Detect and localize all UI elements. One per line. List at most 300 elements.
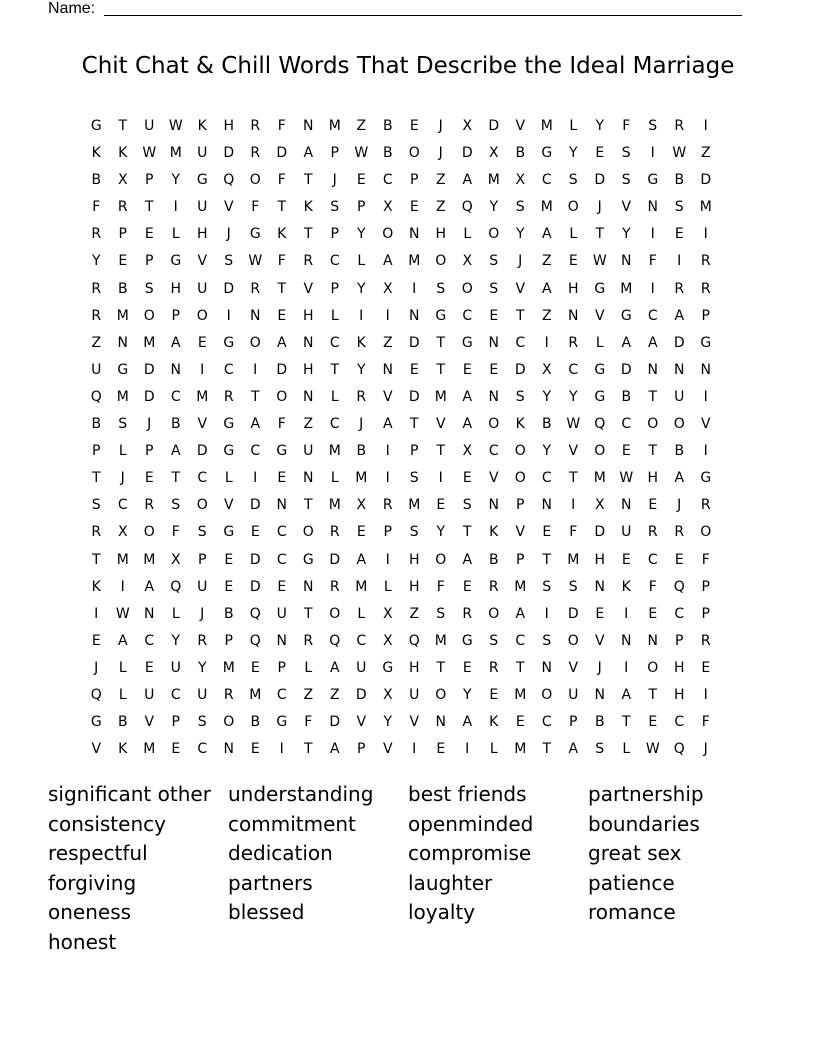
grid-letter: S [515,388,525,405]
grid-letter: A [621,686,632,703]
grid-letter: T [648,686,658,703]
grid-letter: V [700,416,711,433]
grid-letter: N [541,497,552,514]
grid-letter: R [356,388,367,405]
grid-letter: I [571,497,576,514]
grid-letter: Y [462,686,472,703]
grid-letter: E [277,470,287,487]
grid-letter: P [357,741,366,758]
grid-letter: S [621,145,631,162]
grid-letter: C [647,551,658,568]
word-list-item: best friends [408,782,527,806]
grid-letter: Y [171,172,181,189]
grid-letter: E [648,497,658,514]
grid-letter: Q [90,686,102,703]
grid-letter: C [674,605,685,622]
grid-letter: E [356,524,366,541]
grid-letter: G [223,443,235,460]
grid-letter: X [488,145,499,162]
grid-letter: Y [489,199,499,216]
grid-letter: I [385,551,390,568]
grid-letter: M [487,172,500,189]
grid-letter: T [436,659,446,676]
grid-letter: C [329,334,340,351]
grid-letter: T [436,361,446,378]
name-field[interactable] [48,0,742,18]
grid-letter: Q [408,632,420,649]
grid-letter: R [91,524,102,541]
grid-letter: U [621,524,632,541]
grid-letter: O [143,524,155,541]
grid-letter: P [701,605,710,622]
grid-letter: L [118,686,127,703]
grid-letter: E [277,307,287,324]
grid-letter: R [250,280,261,297]
grid-letter: M [143,741,156,758]
grid-letter: P [198,551,207,568]
grid-letter: M [249,686,262,703]
grid-letter: Z [700,145,711,162]
grid-letter: O [408,145,420,162]
grid-letter: C [541,714,552,731]
grid-letter: P [145,253,154,270]
grid-letter: X [382,686,393,703]
grid-letter: S [171,497,181,514]
grid-letter: J [332,172,337,189]
grid-letter: C [329,253,340,270]
grid-letter: F [701,551,710,568]
grid-letter: U [197,578,208,595]
grid-letter: X [462,118,473,134]
grid-letter: I [253,470,258,487]
grid-letter: R [303,253,314,270]
grid-letter: V [621,199,632,216]
grid-letter: N [223,741,234,758]
grid-letter: E [462,361,472,378]
grid-letter: Y [356,226,366,243]
grid-letter: M [434,388,447,405]
grid-letter: A [276,334,287,351]
grid-letter: O [594,443,606,460]
grid-letter: E [409,361,419,378]
grid-letter: E [356,172,366,189]
grid-letter: N [435,714,446,731]
grid-letter: E [489,361,499,378]
grid-letter: G [117,361,129,378]
grid-letter: F [277,172,286,189]
grid-letter: G [461,334,473,351]
grid-letter: P [330,226,339,243]
grid-letter: N [647,361,658,378]
word-list-item: partnership [588,782,704,806]
grid-letter: Q [170,578,182,595]
grid-letter: H [196,226,208,243]
grid-letter: C [276,551,287,568]
grid-letter: U [197,280,208,297]
grid-letter: N [276,632,287,649]
grid-letter: O [223,714,235,731]
grid-letter: F [436,578,445,595]
grid-letter: Z [382,334,393,351]
grid-letter: A [329,659,340,676]
grid-letter: A [462,714,473,731]
grid-letter: R [382,497,393,514]
grid-letter: B [594,714,605,731]
grid-letter: H [673,686,685,703]
grid-letter: F [277,118,286,134]
grid-letter: L [595,334,604,351]
grid-letter: N [674,361,685,378]
grid-letter: D [223,280,235,297]
grid-letter: D [461,145,473,162]
grid-letter: X [382,632,393,649]
grid-letter: V [144,714,155,731]
grid-letter: T [330,361,340,378]
grid-letter: M [143,334,156,351]
grid-letter: J [703,741,708,758]
grid-letter: O [647,659,659,676]
grid-letter: W [168,118,183,134]
grid-letter: C [329,416,340,433]
grid-letter: K [489,714,499,731]
grid-letter: K [356,334,366,351]
grid-letter: C [276,524,287,541]
grid-letter: S [489,253,499,270]
grid-letter: H [408,551,420,568]
grid-letter: Y [542,443,552,460]
grid-letter: T [542,741,552,758]
grid-letter: T [303,605,313,622]
grid-letter: R [250,118,261,134]
grid-letter: N [409,226,420,243]
grid-letter: P [410,172,419,189]
grid-letter: Q [249,632,261,649]
grid-letter: Z [435,172,446,189]
grid-letter: R [144,497,155,514]
grid-letter: Q [249,605,261,622]
grid-letter: I [94,605,99,622]
grid-letter: B [382,118,393,134]
grid-letter: M [620,280,633,297]
grid-letter: M [514,741,527,758]
word-list-item: loyalty [408,900,476,925]
grid-letter: V [568,659,579,676]
grid-letter: J [438,145,443,162]
grid-letter: Y [383,714,393,731]
grid-letter: G [700,470,712,487]
grid-letter: G [170,253,182,270]
grid-letter: C [197,470,208,487]
grid-letter: Y [91,253,101,270]
grid-letter: D [567,605,579,622]
grid-letter: C [223,361,234,378]
grid-letter: E [144,470,154,487]
grid-letter: N [250,307,261,324]
grid-letter: G [302,551,314,568]
grid-letter: U [91,361,102,378]
grid-letter: P [171,714,180,731]
grid-letter: C [568,361,579,378]
grid-letter: S [409,470,419,487]
grid-letter: B [356,443,367,460]
letter-grid [83,113,719,763]
grid-letter: W [142,145,157,162]
grid-letter: I [703,388,708,405]
grid-letter: T [303,226,313,243]
grid-letter: O [249,334,261,351]
grid-letter: T [568,470,578,487]
grid-letter: P [675,632,684,649]
grid-letter: F [569,524,578,541]
grid-letter: N [594,686,605,703]
grid-letter: F [277,416,286,433]
grid-letter: T [462,524,472,541]
grid-letter: F [648,578,657,595]
grid-letter: O [488,605,500,622]
grid-letter: B [223,605,234,622]
grid-letter: N [488,388,499,405]
grid-letter: U [170,659,181,676]
grid-letter: E [224,551,234,568]
grid-letter: Z [303,686,314,703]
grid-letter: M [222,659,235,676]
grid-letter: T [91,470,101,487]
name-underline [104,15,742,16]
grid-letter: Y [171,632,181,649]
word-list-item: great sex [588,841,682,866]
grid-letter: S [515,199,525,216]
grid-letter: E [250,741,260,758]
grid-letter: P [118,226,127,243]
grid-letter: M [328,443,341,460]
grid-letter: T [171,470,181,487]
grid-letter: D [276,145,288,162]
grid-letter: O [302,524,314,541]
grid-letter: H [223,118,235,134]
grid-letter: D [488,118,500,134]
grid-letter: W [566,416,581,433]
grid-letter: E [489,686,499,703]
grid-letter: R [700,632,711,649]
grid-letter: L [171,226,180,243]
grid-letter: V [515,524,526,541]
grid-letter: D [329,551,341,568]
grid-letter: H [647,470,659,487]
grid-letter: V [382,741,393,758]
grid-letter: H [302,307,314,324]
grid-letter: S [462,497,472,514]
grid-letter: Z [541,253,552,270]
grid-letter: I [650,280,655,297]
grid-letter: N [303,470,314,487]
grid-letter: I [544,334,549,351]
grid-letter: I [412,741,417,758]
grid-letter: D [249,551,261,568]
grid-letter: E [409,118,419,134]
grid-letter: N [647,632,658,649]
grid-letter: E [595,145,605,162]
grid-letter: Y [356,361,366,378]
grid-letter: L [224,470,233,487]
grid-letter: I [200,361,205,378]
grid-letter: I [465,741,470,758]
grid-letter: I [703,686,708,703]
grid-letter: L [357,605,366,622]
grid-letter: V [515,118,526,134]
grid-letter: S [568,578,578,595]
grid-letter: B [382,145,393,162]
grid-letter: R [647,524,658,541]
grid-letter: W [672,145,687,162]
grid-letter: Z [91,334,102,351]
grid-letter: T [436,334,446,351]
grid-letter: V [91,741,102,758]
grid-letter: A [674,470,685,487]
grid-letter: T [303,172,313,189]
grid-letter: Y [568,388,578,405]
grid-letter: I [120,578,125,595]
grid-letter: E [197,334,207,351]
grid-letter: T [277,280,287,297]
grid-letter: R [488,659,499,676]
grid-letter: V [568,443,579,460]
grid-letter: S [595,741,605,758]
grid-letter: G [620,307,632,324]
grid-letter: B [621,388,632,405]
grid-letter: O [567,199,579,216]
grid-letter: A [356,551,367,568]
grid-letter: F [277,253,286,270]
grid-letter: O [647,416,659,433]
grid-letter: G [435,307,447,324]
grid-letter: X [382,280,393,297]
grid-letter: R [568,334,579,351]
grid-letter: E [462,470,472,487]
grid-letter: O [435,253,447,270]
grid-letter: S [542,632,552,649]
grid-letter: M [408,253,421,270]
grid-letter: M [514,578,527,595]
grid-letter: H [408,659,420,676]
grid-letter: Q [673,578,685,595]
grid-letter: O [435,551,447,568]
grid-letter: E [462,659,472,676]
grid-letter: U [303,443,314,460]
grid-letter: E [409,199,419,216]
grid-letter: L [489,741,498,758]
grid-letter: G [594,388,606,405]
grid-letter: P [145,443,154,460]
grid-letter: B [541,416,552,433]
grid-letter: R [303,632,314,649]
grid-letter: Z [329,686,340,703]
grid-letter: F [622,118,631,134]
grid-letter: Y [436,524,446,541]
name-label: Name: [48,0,96,17]
grid-letter: J [200,605,205,622]
grid-letter: I [385,443,390,460]
grid-letter: P [171,307,180,324]
grid-letter: G [647,172,659,189]
grid-letter: S [224,253,234,270]
grid-letter: G [541,145,553,162]
grid-letter: C [541,470,552,487]
grid-letter: A [674,307,685,324]
grid-letter: K [197,118,207,134]
grid-letter: G [223,334,235,351]
grid-letter: U [144,686,155,703]
grid-letter: V [223,199,234,216]
word-list-item: consistency [48,811,166,836]
grid-letter: V [594,632,605,649]
grid-letter: V [223,497,234,514]
grid-letter: F [304,714,313,731]
grid-letter: T [250,388,260,405]
grid-letter: T [621,714,631,731]
grid-letter: E [91,632,101,649]
grid-letter: N [647,199,658,216]
grid-letter: K [91,145,101,162]
grid-letter: I [173,199,178,216]
grid-letter: M [408,497,421,514]
grid-letter: Z [303,416,314,433]
grid-letter: P [224,632,233,649]
grid-letter: N [303,388,314,405]
grid-letter: F [251,199,260,216]
grid-letter: B [170,416,181,433]
grid-letter: U [409,686,420,703]
grid-letter: G [196,172,208,189]
grid-letter: T [648,443,658,460]
grid-letter: E [144,226,154,243]
grid-letter: X [117,172,128,189]
grid-letter: T [303,497,313,514]
grid-letter: E [144,659,154,676]
grid-letter: D [700,172,712,189]
grid-letter: R [223,686,234,703]
grid-letter: E [118,253,128,270]
grid-letter: X [541,361,552,378]
grid-letter: R [674,524,685,541]
grid-letter: L [569,118,578,134]
grid-letter: N [303,118,314,134]
grid-letter: B [674,172,685,189]
word-list-item: respectful [48,841,148,866]
grid-letter: N [144,605,155,622]
grid-letter: B [117,280,128,297]
grid-letter: D [594,172,606,189]
grid-letter: T [303,741,313,758]
grid-letter: E [436,741,446,758]
grid-letter: K [118,145,128,162]
grid-letter: R [462,605,473,622]
grid-letter: Z [356,118,367,134]
grid-letter: H [435,226,447,243]
grid-letter: T [595,226,605,243]
grid-letter: P [357,199,366,216]
grid-letter: N [568,307,579,324]
grid-letter: G [90,118,102,134]
grid-letter: L [463,226,472,243]
grid-letter: X [594,497,605,514]
grid-letter: R [329,578,340,595]
grid-letter: E [701,659,711,676]
grid-letter: U [197,145,208,162]
grid-letter: C [621,416,632,433]
grid-letter: K [277,226,287,243]
grid-letter: T [91,551,101,568]
grid-letter: O [276,388,288,405]
